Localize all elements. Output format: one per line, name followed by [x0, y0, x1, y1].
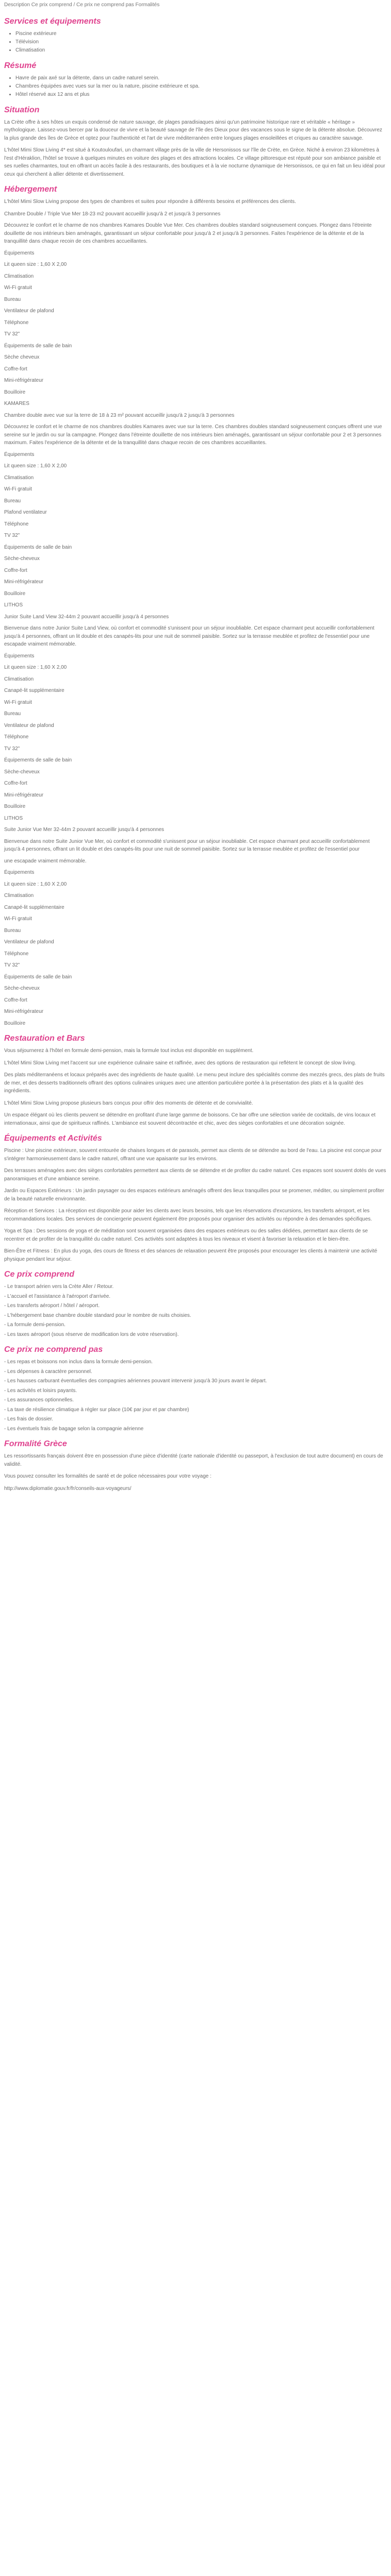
- room-feature: Wi-Fi gratuit: [4, 486, 32, 492]
- room-feature: Bouilloire: [4, 590, 26, 597]
- services-list: [4, 30, 387, 55]
- room-feature: Bureau: [4, 927, 21, 934]
- excluded-item: - Les hausses carburant éventuelles des compagnies aériennes pouvant intervenir jusqu'à 30 jours avant le départ.: [4, 1377, 387, 1385]
- restauration-paragraph: Un espace élégant où les clients peuvent se détendre en profitant d'une large gamme de boissons. Ce bar offre une sélection variée de cocktails, de vins locaux et internationaux, ainsi que de spiritueux raffinés. L'ambiance est souvent décontractée et chic, avec des sièges confortables et une décoration soignée.: [4, 1112, 376, 1126]
- room-title: Suite Junior Vue Mer 32-44m 2 pouvant accueillir jusqu'à 4 personnes: [4, 827, 165, 833]
- resume-item: • Hôtel réservé aux 12 ans et plus: [15, 91, 387, 99]
- room-block: [4, 210, 387, 408]
- room-feature: Sèche-cheveux: [4, 769, 40, 775]
- room-feature: TV 32": [4, 745, 20, 752]
- excluded-item: - Les dépenses à caractère personnel.: [4, 1368, 387, 1376]
- room-feature: Coffre-fort: [4, 781, 27, 786]
- room-feature: KAMARES: [4, 401, 29, 406]
- formalites-link[interactable]: http://www.diplomatie.gouv.fr/fr/conseils-aux-voyageurs/: [4, 1485, 132, 1492]
- room-block: [4, 613, 387, 823]
- room-features: [4, 451, 387, 609]
- restauration-heading: Restauration et Bars: [4, 1034, 85, 1043]
- room-feature: Canapé-lit supplémentaire: [4, 904, 64, 910]
- resume-item: • Chambres équipées avec vues sur la mer ou la nature, piscine extérieure et spa.: [15, 82, 387, 91]
- restauration-paragraph: Des plats méditerranéens et locaux préparés avec des ingrédients de haute qualité. Le menu peut inclure des spécialités comme des mezzés grecs, des plats de fruits de mer, et des desserts traditionnels offrant des options culinaires uniques avec une attention particulière portée à la présentation des plats et à la qualité des ingrédients.: [4, 1072, 385, 1094]
- included-item: - Les taxes aéroport (sous réserve de modification lors de votre réservation).: [4, 1331, 387, 1339]
- room-feature: Coffre-fort: [4, 997, 27, 1003]
- room-feature: Mini-réfrigérateur: [4, 579, 44, 585]
- room-feature: Wi-Fi gratuit: [4, 285, 32, 291]
- room-feature: Équipements de salle de bain: [4, 757, 72, 763]
- included-item: - La formule demi-pension.: [4, 1321, 387, 1329]
- room-feature: Bureau: [4, 498, 21, 504]
- formalites-section: [4, 1439, 387, 1493]
- room-features: [4, 652, 387, 823]
- room-title: Chambre Double / Triple Vue Mer 18-23 m2 pouvant accueillir jusqu'à 2 et jusqu'à 3 personnes: [4, 211, 221, 217]
- room-feature: Ventilateur de plafond: [4, 722, 54, 728]
- room-feature: Canapé-lit supplémentaire: [4, 688, 64, 693]
- room-feature: Bouilloire: [4, 389, 26, 395]
- room-feature: Sèche-cheveux: [4, 556, 40, 562]
- room-description: Bienvenue dans notre Junior Suite Land View, où confort et commodité s'unissent pour un séjour inoubliable. Cet espace charmant peut accueillir confortablement jusqu'à 4 personnes, offrant un lit double et des canapés-lits pour une nuit de sommeil paisible. Sortez sur la terrasse meublée et profitez de l'essentiel pour une escapade vraiment mémorable.: [4, 625, 374, 647]
- room-feature: TV 32": [4, 331, 20, 337]
- included-item: - Les transferts aéroport / hôtel / aéroport.: [4, 1302, 387, 1310]
- restauration-section: [4, 1033, 387, 1127]
- room-feature: Téléphone: [4, 951, 29, 957]
- room-feature: Bureau: [4, 711, 21, 717]
- formalites-paragraph: Les ressortissants français doivent être en possession d'une pièce d'identité (carte nationale d'identité ou passeport, à l'exclusion de tout autre document) en cours de validité.: [4, 1453, 383, 1467]
- room-feature: Équipements: [4, 451, 35, 457]
- room-feature: Ventilateur de plafond: [4, 308, 54, 314]
- activites-heading: Équipements et Activités: [4, 1134, 102, 1143]
- room-title: Chambre double avec vue sur la terre de 18 à 23 m² pouvant accueillir jusqu'à 2 jusqu'à 3 personnes: [4, 412, 235, 418]
- situation-paragraph: L'hôtel Mimi Slow Living 4* est situé à Koutouloufari, un charmant village près de la ville de Hersonissos sur l'île de Crète, en Grèce. Niché à environ 23 kilomètres à l'est d'Héraklion, l'hôtel se trouve à quelques minutes en voiture des plages et des attractions locales. Ce village pittoresque est réputé pour son ambiance paisible et ses ruelles charmantes, tout en offrant un accès facile à des restaurants, des boutiques et à la vie nocturne dynamique de Hersonissos, ce qui en fait un lieu idéal pour ceux qui cherchent à allier détente et divertissement.: [4, 147, 385, 177]
- service-item: • Piscine extérieure: [15, 30, 387, 38]
- room-feature: Coffre-fort: [4, 567, 27, 573]
- ce-prix-comprend-list: [4, 1283, 387, 1338]
- room-feature: Équipements de salle de bain: [4, 343, 72, 349]
- included-item: - L'hébergement base chambre double standard pour le nombre de nuits choisies.: [4, 1312, 387, 1320]
- activites-paragraph: Des terrasses aménagées avec des sièges confortables permettent aux clients de se détendre et de profiter du cadre naturel. Ces espaces sont souvent dotés de vues panoramiques et d'une ambiance sereine.: [4, 1168, 386, 1182]
- excluded-item: - Les repas et boissons non inclus dans la formule demi-pension.: [4, 1358, 387, 1366]
- situation-paragraph: La Crète offre à ses hôtes un exquis condensé de nature sauvage, de plages paradisiaques ainsi qu'un patrimoine historique rare et véritable « héritage » mythologique. Laissez-vous bercer par la douceur de vivre et la beauté sauvage de l'île des Dieux pour des vacances sous le signe de la détente absolue. Découvrez la plus grande des îles de Grèce et optez pour l'authenticité et l'art de vivre méditerranéen entre longues plages ensoleillées et criques au caractère sauvage.: [4, 119, 382, 141]
- resume-list: [4, 74, 387, 99]
- room-description: Découvrez le confort et le charme de nos chambres Kamares Double Vue Mer. Ces chambres doubles standard soigneusement conçues. Plongez dans l'étreinte douillette de nos intérieurs bien aménagés, garantissant un séjour confortable pour jusqu'à 2 et jusqu'à 3 personnes. Faites l'expérience de la détente et de la tranquillité dans chaque recoin de ces chambres accueillantes.: [4, 223, 372, 244]
- room-feature: Bouilloire: [4, 1020, 26, 1026]
- room-feature: Coffre-fort: [4, 366, 27, 372]
- room-feature: Climatisation: [4, 676, 34, 682]
- room-feature: Lit queen size : 1,60 X 2,00: [4, 463, 67, 469]
- room-feature: Climatisation: [4, 893, 34, 899]
- activites-paragraph: Yoga et Spa : Des sessions de yoga et de méditation sont souvent organisées dans des espaces extérieurs ou des salles dédiées, permettant aux clients de se recentrer et de profiter de la tranquillité du cadre naturel. Ces activités sont adaptées à tous les niveaux et visent à favoriser la relaxation et le bien-être.: [4, 1228, 368, 1242]
- ce-prix-ne-comprend-pas-list: [4, 1358, 387, 1433]
- room-feature: Équipements: [4, 870, 35, 875]
- room-feature: Lit queen size : 1,60 X 2,00: [4, 262, 67, 267]
- room-feature: LITHOS: [4, 602, 23, 608]
- room-feature: Bouilloire: [4, 804, 26, 809]
- activites-paragraph: Jardin ou Espaces Extérieurs : Un jardin paysager ou des espaces extérieurs aménagés offrent des lieux tranquilles pour se promener, méditer, ou simplement profiter de la beauté naturelle environnante.: [4, 1188, 384, 1202]
- room-block: [4, 412, 387, 609]
- resume-item: • Havre de paix axé sur la détente, dans un cadre naturel serein.: [15, 74, 387, 82]
- room-feature: Équipements: [4, 250, 35, 256]
- services-section: [4, 16, 387, 55]
- included-item: - Le transport aérien vers la Crète Aller / Retour.: [4, 1283, 387, 1291]
- hebergement-heading: Hébergement: [4, 185, 57, 194]
- room-feature: Sèche-cheveux: [4, 986, 40, 991]
- room-feature: Équipements: [4, 653, 35, 659]
- room-feature: Lit queen size : 1,60 X 2,00: [4, 665, 67, 670]
- room-feature: Plafond ventilateur: [4, 510, 47, 515]
- room-feature: Mini-réfrigérateur: [4, 1009, 44, 1014]
- room-feature: LITHOS: [4, 815, 23, 821]
- formalites-heading: Formalité Grèce: [4, 1439, 67, 1448]
- room-description: Découvrez le confort et le charme de nos chambres doubles Kamares avec vue sur la terre. Ces chambres doubles standard soigneusement conçues offrent une vue sereine sur le jardin ou sur la campagne. Plongez dans l'étreinte douillette de nos intérieurs bien aménagés, garantissant un séjour confortable pour 2 et 3 personnes maximum. Faites l'expérience de la détente et de la tranquillité dans chaque recoin de ces chambres accueillantes.: [4, 424, 382, 446]
- included-item: - L'accueil et l'assistance à l'aéroport d'arrivée.: [4, 1293, 387, 1301]
- situation-section: [4, 105, 387, 179]
- ce-prix-ne-comprend-pas-section: [4, 1345, 387, 1433]
- excluded-item: - Les frais de dossier.: [4, 1415, 387, 1423]
- activites-section: [4, 1133, 387, 1263]
- ce-prix-comprend-section: [4, 1269, 387, 1338]
- restauration-paragraph: L'hôtel Mimi Slow Living met l'accent sur une expérience culinaire saine et raffinée, avec des options de restauration qui reflètent le concept de slow living.: [4, 1060, 356, 1066]
- ce-prix-comprend-heading: Ce prix comprend: [4, 1270, 75, 1279]
- activites-paragraph: Bien-Être et Fitness : En plus du yoga, des cours de fitness et des séances de relaxation peuvent être proposés pour encourager les clients à maintenir une activité physique pendant leur séjour.: [4, 1248, 378, 1262]
- services-heading: Services et équipements: [4, 16, 101, 26]
- room-feature: Mini-réfrigérateur: [4, 792, 44, 798]
- room-title: Junior Suite Land View 32-44m 2 pouvant accueillir jusqu'à 4 personnes: [4, 614, 169, 620]
- resume-heading: Résumé: [4, 61, 37, 70]
- excluded-item: - Les activités et loisirs payants.: [4, 1387, 387, 1395]
- room-feature: Téléphone: [4, 521, 29, 527]
- room-feature: Équipements de salle de bain: [4, 974, 72, 980]
- room-feature: Téléphone: [4, 734, 29, 740]
- ce-prix-ne-comprend-pas-heading: Ce prix ne comprend pas: [4, 1345, 103, 1354]
- hebergement-section: [4, 184, 387, 1027]
- excluded-item: - Les assurances optionnelles.: [4, 1396, 387, 1404]
- restauration-paragraph: L'hôtel Mimi Slow Living propose plusieurs bars conçus pour offrir des moments de détente et de convivialité.: [4, 1100, 253, 1106]
- room-feature: TV 32": [4, 533, 20, 538]
- room-feature: Équipements de salle de bain: [4, 544, 72, 550]
- service-item: • Télévision: [15, 38, 387, 46]
- room-feature: Téléphone: [4, 319, 29, 326]
- activites-paragraph: Réception et Services : La réception est disponible pour aider les clients avec leurs besoins, tels que les réservations d'excursions, les transferts aéroport, et les recommandations locales. Des services de conciergerie peuvent également être proposés pour organiser des activités ou répondre à des demandes spécifiques.: [4, 1208, 372, 1222]
- restauration-paragraph: Vous séjournerez à l'hôtel en formule demi-pension, mais la formule tout inclus est disponible en supplément.: [4, 1048, 254, 1054]
- room-features: [4, 249, 387, 408]
- room-feature: Sèche cheveux: [4, 354, 40, 360]
- room-feature: Mini-réfrigérateur: [4, 378, 44, 383]
- room-description-continued: une escapade vraiment mémorable.: [4, 858, 87, 864]
- room-block: [4, 826, 387, 1027]
- room-features: [4, 869, 387, 1027]
- excluded-item: - La taxe de résilience climatique à régler sur place (10€ par jour et par chambre): [4, 1406, 387, 1414]
- room-feature: Lit queen size : 1,60 X 2,00: [4, 881, 67, 887]
- resume-section: [4, 61, 387, 99]
- room-description: Bienvenue dans notre Suite Junior Vue Mer, où confort et commodité s'unissent pour un séjour inoubliable. Cet espace charmant peut accueillir confortablement jusqu'à 4 personnes, offrant un lit double et des canapés-lits pour une nuit de sommeil paisible. Sortez sur la terrasse meublée et profitez de l'essentiel pour: [4, 838, 370, 852]
- situation-heading: Situation: [4, 105, 40, 114]
- hebergement-intro: L'hôtel Mimi Slow Living propose des types de chambres et suites pour répondre à différents besoins et préférences des clients.: [4, 199, 296, 205]
- room-feature: Ventilateur de plafond: [4, 939, 54, 945]
- room-feature: Wi-Fi gratuit: [4, 916, 32, 922]
- room-feature: Climatisation: [4, 474, 34, 481]
- activites-paragraph: Piscine : Une piscine extérieure, souvent entourée de chaises longues et de parasols, permet aux clients de se détendre au bord de l'eau. La piscine est conçue pour s'intégrer harmonieusement dans le cadre naturel, offrant une vue apaisante sur les environs.: [4, 1148, 382, 1162]
- service-item: • Climatisation: [15, 46, 387, 55]
- breadcrumb-tabs: Description Ce prix comprend / Ce prix ne comprend pas Formalités: [4, 2, 160, 8]
- room-feature: Climatisation: [4, 273, 34, 279]
- room-feature: TV 32": [4, 962, 20, 968]
- room-feature: Wi-Fi gratuit: [4, 699, 32, 705]
- excluded-item: - Les éventuels frais de bagage selon la compagnie aérienne: [4, 1425, 387, 1433]
- room-feature: Bureau: [4, 296, 21, 302]
- formalites-paragraph: Vous pouvez consulter les formalités de santé et de police nécessaires pour votre voyage :: [4, 1473, 211, 1479]
